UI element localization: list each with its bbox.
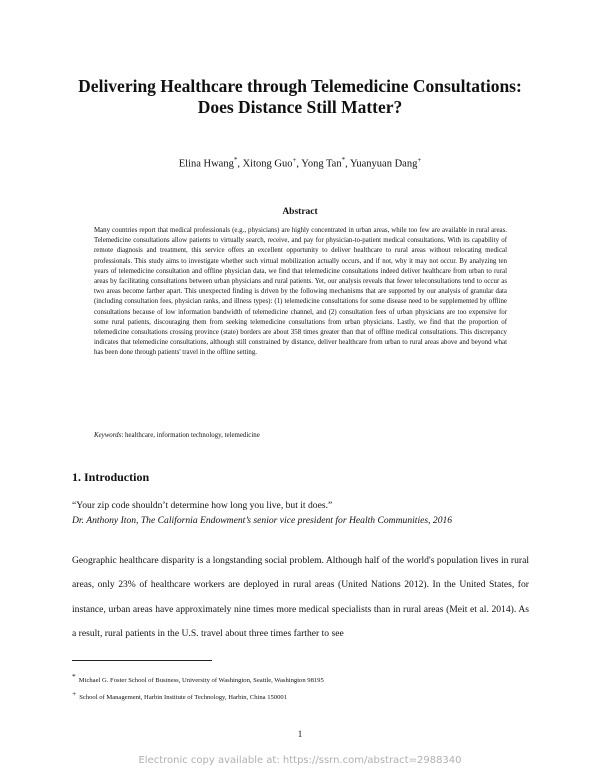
- author-affiliation-mark: +: [417, 156, 422, 164]
- section-heading-introduction: 1. Introduction: [72, 470, 150, 484]
- footnote-mark: *: [72, 672, 76, 681]
- title-line-1: Delivering Healthcare through Telemedicine Consultations:: [78, 76, 522, 96]
- page-number: 1: [297, 729, 303, 739]
- author-name: Yuanyuan Dang: [349, 158, 418, 170]
- author-separator: ,: [296, 158, 302, 170]
- epigraph-attribution: Dr. Anthony Iton, The California Endowment’s senior vice president for Health Communities, 2016: [72, 515, 453, 526]
- author-affiliation-mark: *: [233, 156, 238, 164]
- author-name: Elina Hwang: [178, 158, 234, 170]
- ssrn-availability-notice: Electronic copy available at: https://ssrn.com/abstract=2988340: [138, 755, 462, 766]
- epigraph-quote: “Your zip code shouldn’t determine how long you live, but it does.”: [72, 500, 333, 511]
- footnote-text: School of Management, Harbin Institute of Technology, Harbin, China 150001: [79, 694, 287, 702]
- author-affiliation-mark: *: [341, 156, 346, 164]
- introduction-paragraph: Geographic healthcare disparity is a longstanding social problem. Although half of the world's population lives in rural areas, only 23% of healthcare workers are deployed in rural areas (United Nations 2012). In the United States, for instance, urban areas have approximately nine times more medical specialists than in rural areas (Meit et al. 2014). As a result, rural patients in the U.S. travel about three times farther to see: [72, 555, 529, 639]
- footnote-affiliation-2: [72, 689, 532, 702]
- author-name: Xitong Guo: [242, 158, 293, 170]
- footnote-text: Michael G. Foster School of Business, University of Washington, Seattle, Washington 98195: [78, 677, 324, 685]
- keywords-label: Keywords: [94, 432, 122, 439]
- paper-title: [40, 76, 560, 118]
- author-separator: ,: [237, 158, 243, 170]
- footnote-divider: [72, 660, 212, 661]
- keywords-text: : healthcare, information technology, telemedicine: [121, 432, 260, 439]
- title-line-2: Does Distance Still Matter?: [197, 97, 403, 117]
- author-name: Yong Tan: [301, 158, 342, 170]
- author-list: [40, 154, 560, 171]
- footnote-affiliation-1: [72, 672, 532, 685]
- footnote-mark: +: [72, 689, 77, 698]
- abstract-body: Many countries report that medical professionals (e.g., physicians) are highly concentrated in urban areas, while too few are available in rural areas. Telemedicine consultations allow patients to virtually search, receive, and pay for physician-to-patient medical consultations. With its capability of remote diagnosis and treatment, this service offers an excellent opportunity to deliver healthcare to rural areas without relocating medical professionals. This study aims to investigate whether such virtual mobilization actually occurs, and if not, why it may not occur. By analyzing ten years of telemedicine consultation and offline physician data, we find that telemedicine consultations indeed deliver healthcare from urban to rural areas by facilitating consultations between urban physicians and rural patients. Yet, our analysis reveals that fewer teleconsultations tend to occur as two areas become farther apart. This unexpected finding is driven by the following mechanisms that are supported by our analysis of granular data (including consultation fees, physician ranks, and illness types): (1) telemedicine consultations for some disease need to be supplemented by offline consultations because of low information bandwidth of telemedicine channel, and (2) consultation fees of urban physicians are too expensive for some rural patients, discouraging them from seeking telemedicine consultations from urban physicians. Lastly, we find that the proportion of telemedicine consultations crossing province (state) borders are about 358 times greater than that of offline medical consultations. This discrepancy indicates that telemedicine consultations, although still constrained by distance, deliver healthcare from urban to rural areas above and beyond what has been done through patients' travel in the offline setting.: [94, 227, 507, 357]
- author-separator: ,: [345, 158, 350, 170]
- keywords-line: [94, 431, 507, 441]
- author-affiliation-mark: +: [292, 156, 297, 164]
- abstract-heading: Abstract: [282, 207, 318, 217]
